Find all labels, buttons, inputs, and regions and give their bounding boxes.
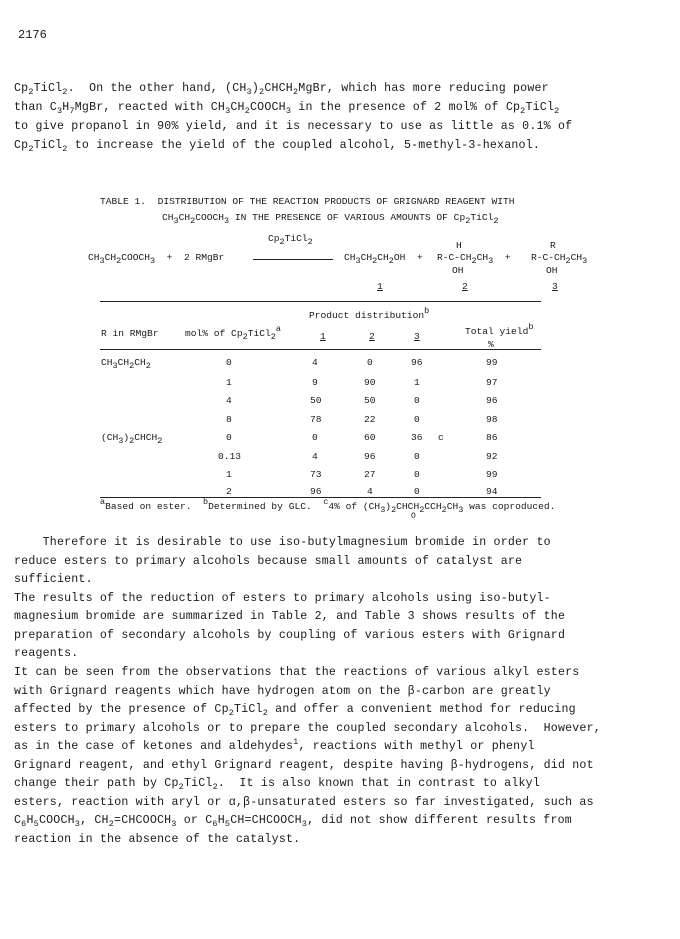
cell-p3: 1 xyxy=(414,377,420,388)
cell-mol: 0.13 xyxy=(218,451,242,462)
table-caption-line2: $CH_3CH_2COOCH_3$ IN THE PRESENCE OF VARIOUS AMOUNTS OF $Cp_2TiCl_2$ xyxy=(162,212,499,226)
page-number: 2176 xyxy=(18,28,47,42)
text-line: reaction in the absence of the catalyst. xyxy=(14,833,301,846)
cell-mol: 1 xyxy=(226,377,232,388)
cell-mol: 8 xyxy=(226,414,232,425)
header-product-distribution: Product distribution$^b$ xyxy=(309,306,430,321)
cell-p2: 90 xyxy=(364,377,376,388)
cell-p1: 0 xyxy=(312,432,318,443)
cell-p2: 60 xyxy=(364,432,376,443)
text-line: reagents. xyxy=(14,647,79,660)
cell-total: 92 xyxy=(486,451,498,462)
scheme-product-2-bottom: OH xyxy=(452,265,464,276)
text-line: to give propanol in 90% yield, and it is necessary to use as little as 0.1% of xyxy=(14,120,573,133)
table-caption: TABLE 1. DISTRIBUTION OF THE REACTION PRODUCTS OF GRIGNARD REAGENT WITH xyxy=(100,196,515,207)
cell-mol: 0 xyxy=(226,432,232,443)
cell-p3: 0 xyxy=(414,395,420,406)
cell-mol: 2 xyxy=(226,486,232,497)
cell-note: c xyxy=(438,432,444,443)
cell-p1: 9 xyxy=(312,377,318,388)
cell-p2: 50 xyxy=(364,395,376,406)
header-r: R in RMgBr xyxy=(101,328,159,339)
text-line: Grignard reagent, and ethyl Grignard reagent, despite having β-hydrogens, did not xyxy=(14,759,594,772)
cell-p3: 0 xyxy=(414,451,420,462)
cell-p3: 0 xyxy=(414,486,420,497)
text-line: with Grignard reagents which have hydrogen atom on the β-carbon are greatly xyxy=(14,685,551,698)
compound-label-2: 2 xyxy=(462,281,468,292)
cell-total: 98 xyxy=(486,414,498,425)
text-line: change their path by $Cp_2TiCl_2$. It is also known that in contrast to alkyl xyxy=(14,777,540,792)
scheme-reactants: $CH_3CH_2COOCH_3 + 2$ RMgBr xyxy=(88,252,225,266)
cell-total: 97 xyxy=(486,377,498,388)
cell-p1: 4 xyxy=(312,357,318,368)
cell-p3: 0 xyxy=(414,414,420,425)
cell-mol: 4 xyxy=(226,395,232,406)
header-total: Total yield$^b$ xyxy=(465,322,534,337)
group-label: $CH_3CH_2CH_2$ xyxy=(101,357,151,371)
scheme-product-2-top: H xyxy=(456,240,462,251)
compound-label-1: 1 xyxy=(377,281,383,292)
group-label: $(CH_3)_2CHCH_2$ xyxy=(101,432,163,446)
cell-total: 94 xyxy=(486,486,498,497)
cell-p1: 78 xyxy=(310,414,322,425)
text-line: as in the case of ketones and aldehydes$^1$, reactions with methyl or phenyl xyxy=(14,737,535,753)
cell-p2: 4 xyxy=(367,486,373,497)
scheme-product-3-bottom: OH xyxy=(546,265,558,276)
scheme-product-1: $CH_3CH_2CH_2OH$ + xyxy=(344,252,423,266)
text-line: esters, reaction with aryl or α,β-unsaturated esters so far investigated, such as xyxy=(14,796,594,809)
text-line: preparation of secondary alcohols by coupling of various esters with Grignard xyxy=(14,629,566,642)
cell-p3: 0 xyxy=(414,469,420,480)
table-bottom-rule xyxy=(100,497,541,498)
table-top-rule xyxy=(100,301,541,302)
reaction-arrow xyxy=(253,259,333,260)
cell-total: 99 xyxy=(486,469,498,480)
cell-total: 99 xyxy=(486,357,498,368)
compound-label-3: 3 xyxy=(552,281,558,292)
header-col-2: 2 xyxy=(369,331,375,342)
cell-mol: 1 xyxy=(226,469,232,480)
scheme-product-3-top: R xyxy=(550,240,556,251)
text-line: sufficient. xyxy=(14,573,93,586)
scheme-product-2: $R-C-CH_2CH_3$ + xyxy=(437,252,511,266)
text-line: reduce esters to primary alcohols because small amounts of catalyst are xyxy=(14,555,523,568)
header-total-unit: % xyxy=(488,339,494,350)
text-line: It can be seen from the observations that the reactions of various alkyl esters xyxy=(14,666,580,679)
scheme-product-3: $R-C-CH_2CH_3$ xyxy=(531,252,588,266)
header-mol: mol% of $Cp_2TiCl_2^a$ xyxy=(185,324,281,342)
cell-total: 96 xyxy=(486,395,498,406)
text-line: Therefore it is desirable to use iso-butylmagnesium bromide in order to xyxy=(14,536,551,549)
text-line: The results of the reduction of esters to primary alcohols using iso-butyl- xyxy=(14,592,551,605)
cell-p2: 0 xyxy=(367,357,373,368)
cell-total: 86 xyxy=(486,432,498,443)
cell-p2: 22 xyxy=(364,414,376,425)
cell-p1: 50 xyxy=(310,395,322,406)
scheme-catalyst: $Cp_2TiCl_2$ xyxy=(268,233,313,247)
text-line: $C_6H_5COOCH_3$, $CH_2=CHCOOCH_3$ or $C_6H_5CH=CHCOOCH_3$, did not show different results from xyxy=(14,814,572,829)
cell-p2: 96 xyxy=(364,451,376,462)
cell-mol: 0 xyxy=(226,357,232,368)
header-col-1: 1 xyxy=(320,331,326,342)
cell-p1: 4 xyxy=(312,451,318,462)
cell-p3: 96 xyxy=(411,357,423,368)
cell-p1: 73 xyxy=(310,469,322,480)
text-line: $Cp_2TiCl_2$ to increase the yield of the coupled alcohol, 5-methyl-3-hexanol. xyxy=(14,139,540,154)
cell-p2: 27 xyxy=(364,469,376,480)
cell-p1: 96 xyxy=(310,486,322,497)
cell-p3: 36 xyxy=(411,432,423,443)
text-line: affected by the presence of $Cp_2TiCl_2$ and offer a convenient method for reducing xyxy=(14,703,576,718)
text-line: than $C_3H_7MgBr$, reacted with $CH_3CH_2COOCH_3$ in the presence of 2 mol% of $Cp_2TiCl_2$ xyxy=(14,101,560,116)
text-line: magnesium bromide are summarized in Table 2, and Table 3 shows results of the xyxy=(14,610,566,623)
text-line: $Cp_2TiCl_2$. On the other hand, $(CH_3)_2CHCH_2MgBr$, which has more reducing power xyxy=(14,82,549,97)
table-footnotes: $^a$Based on ester. $^b$Determined by GLC. $^c$4% of $(CH_3)_2CHCH_2CCH_2CH_3$ was coproduced. xyxy=(100,497,556,515)
header-col-3: 3 xyxy=(414,331,420,342)
footnote-carbonyl-oxygen: O xyxy=(411,512,416,521)
table-header-rule xyxy=(100,349,541,350)
text-line: esters to primary alcohols or to prepare the coupled secondary alcohols. However, xyxy=(14,722,601,735)
